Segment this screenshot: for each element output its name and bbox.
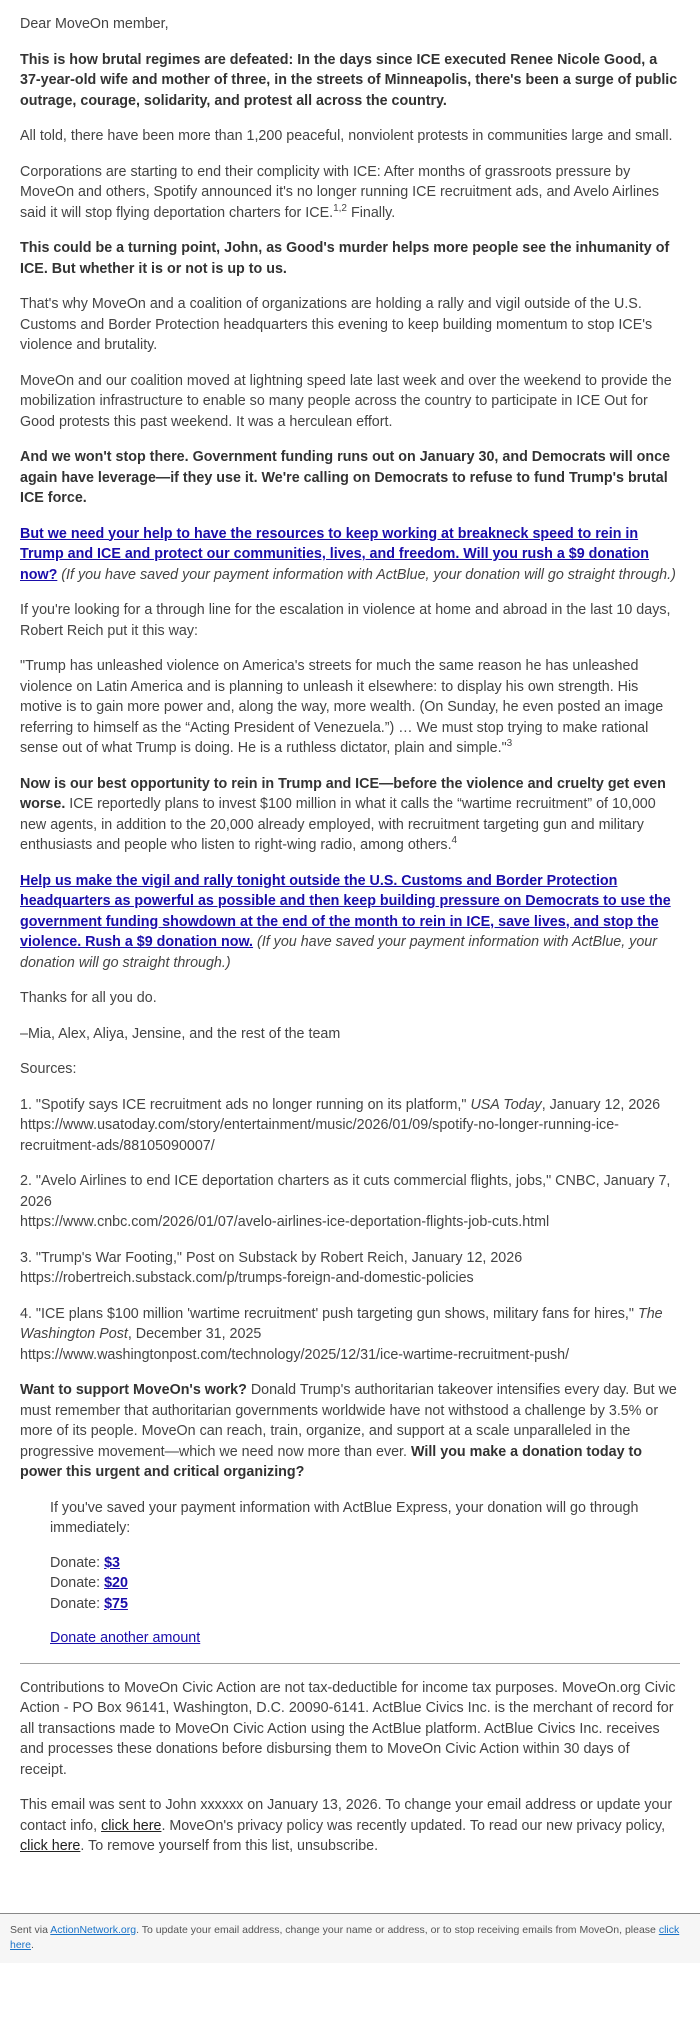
actblue-express-note: If you've saved your payment information with ActBlue Express, your donation will go through immediately:: [50, 1499, 639, 1536]
footnote-ref: 4: [451, 835, 458, 847]
donate-row: [50, 1553, 680, 1574]
vigil-donate-link[interactable]: Help us make the vigil and rally tonight outside the U.S. Customs and Border Protection headquarters as powerful as possible and then keep building pressure on Democrats to use the government funding showdown at the end of the month to rein in ICE, save lives, and stop the violence. Rush a $9 donation now.: [20, 872, 671, 950]
footer-click-here-link[interactable]: click here: [10, 1923, 680, 1951]
opportunity-bold: Now is our best opportunity to rein in Trump and ICE—before the violence and cruelty get even worse.: [20, 775, 666, 812]
intro-bold: This is how brutal regimes are defeated: In the days since ICE executed Renee Nicole Good, a 37-year-old wife and mother of three, in the streets of Minneapolis, there's been a surge of public outrage, courage, solidarity, and protest all across the country.: [20, 51, 678, 109]
donate-20-link[interactable]: $20: [104, 1575, 128, 1591]
footer-text: .: [31, 1938, 34, 1951]
vigil-ask-paragraph: [20, 871, 680, 974]
actionnetwork-link[interactable]: ActionNetwork.org: [50, 1923, 137, 1936]
coalition-paragraph: MoveOn and our coalition moved at lightning speed late last week and over the weekend to provide the mobilization infrastructure to enable so many people across the country to participate in ICE Out for Good protests this past weekend. It was a herculean effort.: [20, 372, 672, 430]
signature: –Mia, Alex, Aliya, Jensine, and the rest of the team: [20, 1025, 341, 1042]
privacy-policy-link[interactable]: click here: [20, 1838, 81, 1854]
source-number: 2.: [20, 1173, 32, 1189]
unsubscribe-text: . To remove yourself from this list, unsubscribe.: [80, 1838, 379, 1854]
source-item: [20, 1304, 680, 1366]
donate-label: Donate:: [50, 1575, 101, 1591]
donate-ask-paragraph: [20, 524, 680, 586]
support-paragraph: [20, 1380, 680, 1483]
support-ask-bold: Will you make a donation today to power this urgent and critical organizing?: [20, 1443, 643, 1480]
source-date: , January 12, 2026: [541, 1096, 661, 1113]
source-number: 1.: [20, 1096, 32, 1113]
reich-quote-paragraph: [20, 656, 680, 759]
source-title: "ICE plans $100 million 'wartime recruitment' push targeting gun shows, military fans for hires,": [35, 1305, 634, 1322]
support-bold: Want to support MoveOn's work?: [20, 1382, 247, 1398]
thanks-paragraph: Thanks for all you do.: [20, 990, 157, 1006]
source-url: https://www.washingtonpost.com/technology/2025/12/31/ice-wartime-recruitment-push/: [20, 1346, 570, 1363]
reich-intro-paragraph: If you're looking for a through line for the escalation in violence at home and abroad in the last 10 days, Robert Reich put it this way:: [20, 602, 671, 639]
rally-paragraph: That's why MoveOn and a coalition of organizations are holding a rally and vigil outside of the U.S. Customs and Border Protection headquarters this evening to keep building momentum to stop ICE's violence and brutality.: [20, 296, 653, 353]
turning-point-paragraph: [20, 238, 680, 279]
source-item: [20, 1171, 680, 1233]
intro-paragraph: [20, 50, 680, 112]
source-publication: USA Today: [470, 1096, 542, 1113]
privacy-text: . MoveOn's privacy policy was recently updated. To read our new privacy policy,: [161, 1817, 666, 1834]
donate-block: [20, 1498, 680, 1649]
footnote-ref: 3: [506, 738, 513, 750]
reich-quote: "Trump has unleashed violence on America's streets for much the same reason he has unleashed violence on Latin America and is planning to unleash it elsewhere: to display his own strength. His motive is to gain more power and, along the way, more wealth. (On Sunday, he even posted an image referring to himself as the “Acting President of Venezuela.”) … We must stop trying to make rational sense out of what Trump is doing. He is a ruthless dictator, plain and simple.": [20, 658, 664, 756]
divider: [20, 1663, 680, 1664]
subscription-note: [20, 1795, 680, 1857]
donate-other-row: [50, 1628, 680, 1649]
update-contact-link[interactable]: click here: [101, 1817, 162, 1834]
donate-75-link[interactable]: $75: [104, 1595, 128, 1612]
source-item: [20, 1248, 680, 1289]
footnote-ref: 1,2: [333, 202, 347, 214]
corporations-paragraph: [20, 162, 680, 224]
subscription-text: This email was sent to John xxxxxx on January 13, 2026. To change your email address or update your contact info,: [20, 1797, 673, 1834]
source-url: https://robertreich.substack.com/p/trumps-foreign-and-domestic-policies: [20, 1270, 474, 1286]
source-url: https://www.usatoday.com/story/entertainment/music/2026/01/09/spotify-no-longer-running-ice-recruitment-ads/88105090007/: [20, 1117, 619, 1154]
sources-label: Sources:: [20, 1061, 77, 1077]
greeting: Dear MoveOn member,: [20, 16, 169, 32]
donate-other-link[interactable]: Donate another amount: [50, 1630, 201, 1646]
source-number: 3.: [20, 1249, 32, 1266]
opportunity-text: ICE reportedly plans to invest $100 million in what it calls the “wartime recruitment” of 10,000 new agents, in addition to the 20,000 already employed, with recruitment targeting gun and military enthusiasts and people who listen to right-wing radio, among others.: [20, 796, 656, 853]
source-title: "Spotify says ICE recruitment ads no longer running on its platform,": [35, 1096, 467, 1113]
source-publication: The Washington Post: [20, 1305, 663, 1342]
legal-disclaimer: Contributions to MoveOn Civic Action are not tax-deductible for income tax purposes. MoveOn.org Civic Action - PO Box 96141, Washington, D.C. 20090-6141. ActBlue Civics Inc. is the merchant of record for all transactions made to MoveOn Civic Action using the ActBlue platform. ActBlue Civics Inc. receives and processes these donations before disbursing them to MoveOn Civic Action within 30 days of receipt.: [20, 1679, 676, 1778]
actblue-note-italic: (If you have saved your payment information with ActBlue, your donation will go straight through.): [20, 934, 657, 971]
opportunity-paragraph: [20, 774, 680, 856]
donate-row: [50, 1573, 680, 1594]
support-text: Donald Trump's authoritarian takeover intensifies every day. But we must remember that authoritarian governments worldwide have not withstood a challenge by 3.5% or more of its people. MoveOn can reach, train, organize, and support at a scale unparalleled in the progressive movement—which we need now more than ever.: [20, 1382, 677, 1460]
donate-label: Donate:: [50, 1595, 101, 1612]
source-title: "Avelo Airlines to end ICE deportation charters as it cuts commercial flights, jobs," CNBC, January 7, 2026: [20, 1173, 671, 1210]
actblue-note-italic: (If you have saved your payment information with ActBlue, your donation will go straight through.): [57, 566, 676, 583]
corporations-text: Corporations are starting to end their complicity with ICE: After months of grassroots pressure by MoveOn and others, Spotify announced it's no longer running ICE recruitment ads, and Avelo Airlines said it will stop flying deportation charters for ICE.: [20, 163, 660, 221]
donate-3-link[interactable]: $3: [104, 1554, 120, 1571]
donate-row: [50, 1594, 680, 1615]
corporations-tail: Finally.: [347, 204, 396, 221]
footer-bar: [0, 1913, 700, 1963]
funding-paragraph: [20, 447, 680, 509]
source-item: [20, 1095, 680, 1157]
source-url: https://www.cnbc.com/2026/01/07/avelo-airlines-ice-deportation-flights-job-cuts.html: [20, 1214, 550, 1230]
footer-text: . To update your email address, change your name or address, or to stop receiving emails from MoveOn, please: [136, 1923, 659, 1936]
source-date: , December 31, 2025: [127, 1326, 262, 1342]
turning-point-bold: This could be a turning point, John, as Good's murder helps more people see the inhumanity of ICE. But whether it is or not is up to us.: [20, 240, 670, 277]
protests-paragraph: All told, there have been more than 1,200 peaceful, nonviolent protests in communities large and small.: [20, 128, 673, 144]
source-number: 4.: [20, 1305, 32, 1322]
donate-label: Donate:: [50, 1554, 101, 1571]
donate-9-link[interactable]: But we need your help to have the resources to keep working at breakneck speed to rein in Trump and ICE and protect our communities, lives, and freedom. Will you rush a $9 donation now?: [20, 525, 650, 583]
source-title: "Trump's War Footing," Post on Substack by Robert Reich, January 12, 2026: [35, 1249, 523, 1266]
funding-bold: And we won't stop there. Government funding runs out on January 30, and Democrats will once again have leverage—if they use it. We're calling on Democrats to refuse to fund Trump's brutal ICE force.: [20, 449, 671, 506]
footer-text: Sent via: [10, 1923, 51, 1936]
